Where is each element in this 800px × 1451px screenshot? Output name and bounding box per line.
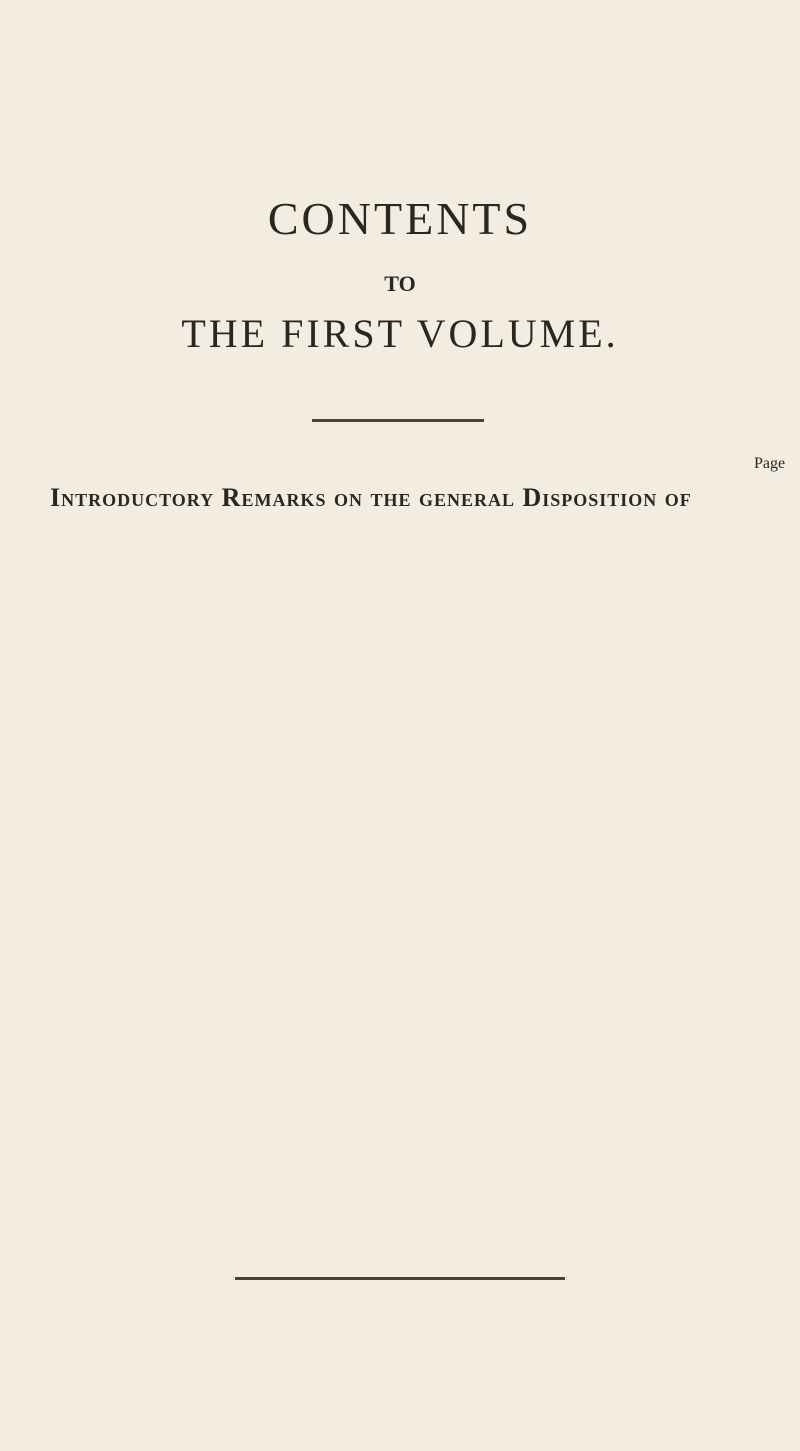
intro-line-1-text: Introductory Remarks on the general Disposition of (50, 483, 692, 512)
page-column-label: Page (754, 455, 786, 472)
to-heading: TO (384, 271, 416, 296)
bottom-divider (235, 1277, 565, 1280)
volume-title: THE FIRST VOLUME. (181, 311, 619, 356)
contents-title: CONTENTS (267, 193, 533, 244)
